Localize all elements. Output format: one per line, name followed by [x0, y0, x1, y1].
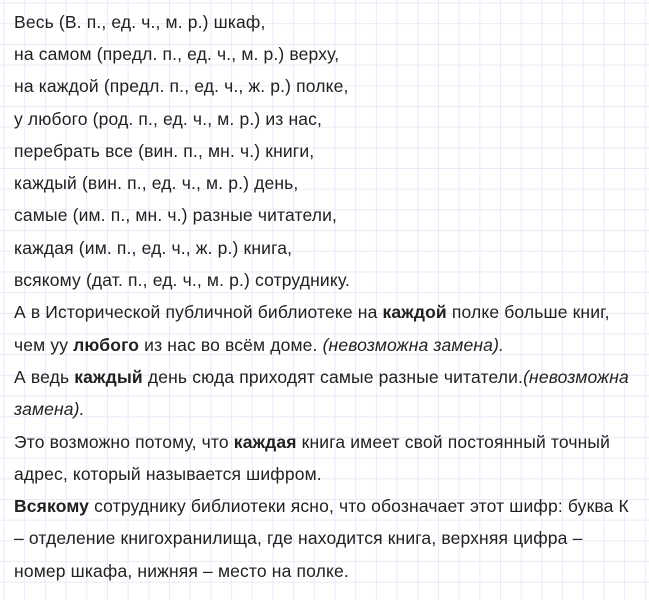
- text-line: [14, 458, 641, 490]
- text-segment-normal: А в Исторической публичной библиотеке на: [14, 302, 383, 323]
- text-segment-normal: на каждой (предл. п., ед. ч., ж. р.) полке,: [14, 76, 349, 97]
- text-segment-italic: (невозможна: [523, 366, 629, 387]
- text-segment-normal: всякому (дат. п., ед. ч., м. р.) сотруднику.: [14, 270, 351, 291]
- text-segment-normal: номер шкафа, нижняя – место на полке.: [14, 560, 349, 581]
- text-line: [14, 394, 641, 426]
- text-line: [14, 361, 641, 393]
- text-segment-normal: сотруднику библиотеки ясно, что обозначает этот шифр: буква К: [89, 496, 629, 517]
- document-text: [14, 6, 641, 587]
- text-segment-normal: у любого (род. п., ед. ч., м. р.) из нас,: [14, 108, 323, 129]
- text-segment-normal: на самом (предл. п., ед. ч., м. р.) верху,: [14, 43, 340, 64]
- text-segment-bold: любого: [73, 334, 140, 355]
- text-segment-normal: Это возможно потому, что: [14, 431, 234, 452]
- text-segment-italic: замена).: [14, 399, 85, 420]
- text-segment-normal: перебрать все (вин. п., мн. ч.) книги,: [14, 140, 315, 161]
- text-line: [14, 200, 641, 232]
- text-segment-normal: чем уу: [14, 334, 74, 355]
- text-segment-italic: (невозможна замена).: [322, 334, 505, 355]
- text-segment-normal: полке больше книг,: [446, 302, 610, 323]
- text-segment-normal: самые (им. п., мн. ч.) разные читатели,: [14, 205, 338, 226]
- text-segment-normal: – отделение книгохранилища, где находится книга, верхняя цифра –: [14, 528, 583, 549]
- text-segment-normal: адрес, который называется шифром.: [14, 463, 322, 484]
- text-line: [14, 135, 641, 167]
- text-line: [14, 490, 641, 522]
- text-line: [14, 6, 641, 38]
- text-segment-normal: А ведь: [14, 366, 75, 387]
- text-line: [14, 38, 641, 70]
- text-segment-normal: книга имеет свой постоянный точный: [296, 431, 611, 452]
- text-line: [14, 426, 641, 458]
- text-segment-normal: из нас во всём доме.: [139, 334, 323, 355]
- text-segment-bold: каждая: [233, 431, 297, 452]
- text-segment-normal: Весь (В. п., ед. ч., м. р.) шкаф,: [14, 11, 266, 32]
- text-line: [14, 523, 641, 555]
- text-segment-bold: каждой: [382, 302, 447, 323]
- text-line: [14, 264, 641, 296]
- text-segment-normal: каждая (им. п., ед. ч., ж. р.) книга,: [14, 237, 293, 258]
- text-line: [14, 329, 641, 361]
- text-line: [14, 71, 641, 103]
- text-line: [14, 103, 641, 135]
- text-segment-bold: каждый: [74, 366, 143, 387]
- text-segment-bold: Всякому: [14, 496, 90, 517]
- text-segment-normal: каждый (вин. п., ед. ч., м. р.) день,: [14, 173, 299, 194]
- text-segment-normal: день сюда приходят самые разные читатели.: [142, 366, 524, 387]
- text-line: [14, 297, 641, 329]
- text-line: [14, 167, 641, 199]
- text-line: [14, 232, 641, 264]
- text-line: [14, 555, 641, 587]
